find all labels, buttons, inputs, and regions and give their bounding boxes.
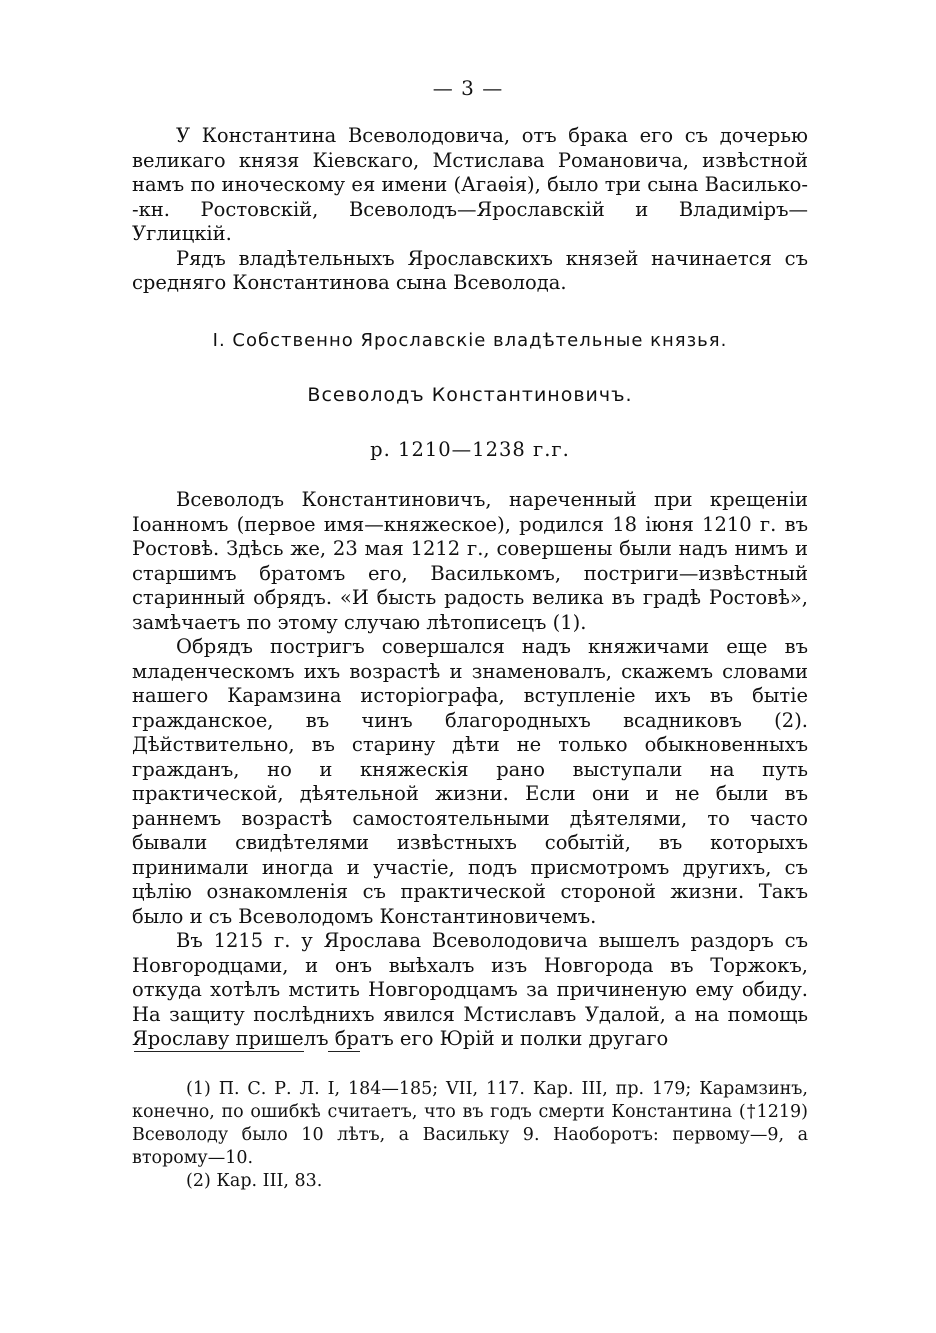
- footnote-1: (1) П. С. Р. Л. I, 184—185; VII, 117. Кар. III, пр. 179; Карамзинъ, конечно, по ошибкѣ считаетъ, что въ годъ смерти Константина (†1219) Всеволоду было 10 лѣтъ, а Васильку 9. Наоборотъ: первому—9, а второму—10.: [132, 1079, 808, 1168]
- intro-paragraph-1: У Константина Всеволодовича, отъ брака его съ дочерью великаго князя Кіевскаго, Мстислава Романовича, извѣстной намъ по иноческому ея имени (Агаѳія), было три сына Василько--кн. Ростовскій, Всеволодъ—Ярославскій и Владиміръ—Углицкій.: [132, 124, 808, 245]
- intro-text: [132, 124, 808, 296]
- main-text: [132, 488, 808, 1052]
- main-paragraph-2: Обрядъ постригъ совершался надъ княжичами еще въ младенческомъ ихъ возрастѣ и знаменовалъ, скажемъ словами нашего Карамзина исторіографа, вступленіе ихъ въ бытіе гражданское, въ чинъ благородныхъ всадниковъ (2). Дѣйствительно, въ старину дѣти не только обыкновенныхъ гражданъ, но и княжескія рано выступали на путь практической, дѣятельной жизни. Если они и не были въ раннемъ возрастѣ самостоятельными дѣятелями, то часто бывали свидѣтелями извѣстныхъ событій, въ которыхъ принимали иногда и участіе, подъ присмотромъ другихъ, съ цѣлію ознакомленія съ практической стороной жизни. Такъ было и съ Всеволодомъ Константиновичемъ.: [132, 635, 808, 928]
- footnote-2: (2) Кар. III, 83.: [186, 1171, 323, 1191]
- footnote-separator-short: [328, 1051, 360, 1052]
- ruler-name-heading: Всеволодъ Константиновичъ.: [307, 384, 633, 406]
- footnotes: [132, 1078, 808, 1193]
- page-number: — 3 —: [432, 76, 504, 100]
- ruler-dates: р. 1210—1238 г.г.: [370, 438, 570, 461]
- footnote-separator: [134, 1051, 304, 1052]
- intro-paragraph-2: Рядъ владѣтельныхъ Ярославскихъ князей начинается съ средняго Константинова сына Всеволода.: [132, 246, 808, 294]
- main-paragraph-1: Всеволодъ Константиновичъ, нареченный при крещеніи Іоанномъ (первое имя—княжеское), родился 18 іюня 1210 г. въ Ростовѣ. Здѣсь же, 23 мая 1212 г., совершены были надъ нимъ и старшимъ братомъ его, Василькомъ, постриги—извѣстный старинный обрядъ. «И бысть радость велика въ градѣ Ростовѣ», замѣчаетъ по этому случаю лѣтописецъ (1).: [132, 488, 808, 634]
- main-paragraph-3: Въ 1215 г. у Ярослава Всеволодовича вышелъ раздоръ съ Новгородцами, и онъ выѣхалъ изъ Новгорода въ Торжокъ, откуда хотѣлъ мстить Новгородцамъ за причиненую ему обиду. На защиту послѣднихъ явился Мстиславъ Удалой, а на помощь Ярославу пришелъ братъ его Юрій и полки другаго: [132, 929, 808, 1050]
- section-heading: I. Собственно Ярославскіе владѣтельные князья.: [212, 330, 728, 351]
